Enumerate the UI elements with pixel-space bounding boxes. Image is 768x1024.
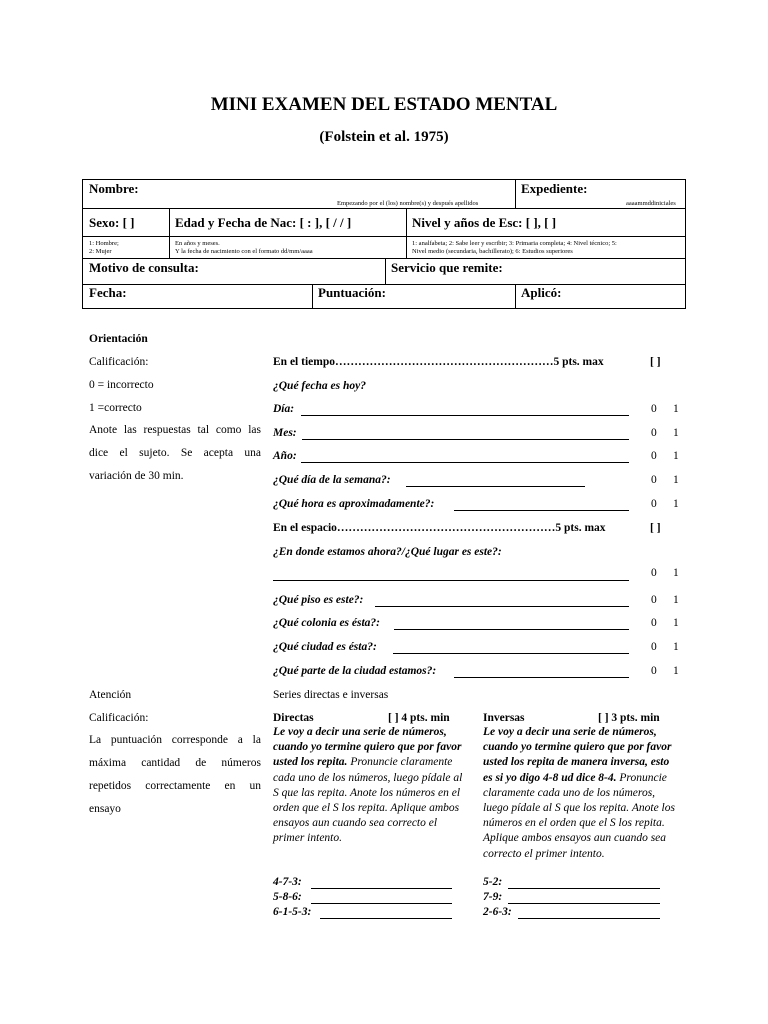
colonia-answer-line[interactable] — [394, 629, 629, 630]
inversas-guidance: Pronuncie claramente cada uno de los números, luego pídale al S que los repita. Anote los números en el orden que el S los repita. Aplique ambos ensayos aun cuando sea correcto el primer intento. — [483, 771, 675, 860]
piso-score-0[interactable]: 0 — [651, 594, 657, 606]
servicio-field[interactable]: Servicio que remite: — [391, 260, 503, 275]
directas-score-box[interactable]: [ ] 4 pts. min — [388, 712, 450, 724]
donde-score-0[interactable]: 0 — [651, 567, 657, 579]
inversas-heading: Inversas — [483, 712, 525, 724]
directas-item-1: 4-7-3: — [273, 876, 302, 888]
table-divider — [515, 284, 516, 309]
ciudad-score-1[interactable]: 1 — [673, 641, 679, 653]
table-divider — [515, 180, 516, 208]
puntuacion-field[interactable]: Puntuación: — [318, 285, 386, 300]
inversas-item-3: 2-6-3: — [483, 906, 512, 918]
edad-field[interactable]: Edad y Fecha de Nac: [ : ], [ / / ] — [175, 215, 352, 230]
hora-score-0[interactable]: 0 — [651, 498, 657, 510]
sexo-hint: 2: Mujer — [89, 248, 112, 255]
piso-score-1[interactable]: 1 — [673, 594, 679, 606]
espacio-heading: En el espacio…………………………………………………5 pts. max — [273, 522, 606, 534]
parte-score-1[interactable]: 1 — [673, 665, 679, 677]
orientacion-heading: Orientación — [89, 333, 148, 345]
sexo-hint: 1: Hombre; — [89, 240, 119, 247]
table-divider — [83, 208, 685, 209]
table-divider — [406, 208, 407, 258]
anio-score-1[interactable]: 1 — [673, 450, 679, 462]
hora-label: ¿Qué hora es aproximadamente?: — [273, 498, 435, 510]
nombre-hint: Empezando por el (los) nombre(s) y después apellidos — [337, 200, 479, 207]
page-title: MINI EXAMEN DEL ESTADO MENTAL — [210, 94, 558, 115]
table-divider — [385, 258, 386, 284]
anio-answer-line[interactable] — [301, 462, 629, 463]
anio-label: Año: — [273, 450, 297, 462]
parte-answer-line[interactable] — [454, 677, 629, 678]
ciudad-label: ¿Qué ciudad es ésta?: — [273, 641, 377, 653]
nivel-hint: Nivel medio (secundaria, bachillerato); 6: Estudios superiores — [412, 248, 573, 255]
ciudad-answer-line[interactable] — [393, 653, 629, 654]
patient-info-table — [82, 179, 686, 309]
dia-score-0[interactable]: 0 — [651, 403, 657, 415]
directas-instructions — [273, 725, 468, 847]
aplico-field[interactable]: Aplicó: — [521, 285, 562, 300]
inversas-answer-1[interactable] — [508, 888, 660, 889]
directas-guidance: Pronuncie claramente cada uno de los números, luego pídale al S que las repita. Anote los números en el orden que el S los repita. Aplique ambos ensayos aun cuando sea correcto el primer intento. — [273, 756, 463, 845]
anio-score-0[interactable]: 0 — [651, 450, 657, 462]
edad-hint: Y la fecha de nacimiento con el formato dd/mm/aaaa — [175, 248, 313, 255]
dia-score-1[interactable]: 1 — [673, 403, 679, 415]
fecha-question: ¿Qué fecha es hoy? — [273, 380, 366, 392]
piso-answer-line[interactable] — [375, 606, 629, 607]
dia-label: Día: — [273, 403, 295, 415]
mes-answer-line[interactable] — [302, 439, 629, 440]
nombre-field[interactable]: Nombre: — [89, 181, 139, 196]
hora-answer-line[interactable] — [454, 510, 629, 511]
piso-label: ¿Qué piso es este?: — [273, 594, 364, 606]
inversas-item-2: 7-9: — [483, 891, 503, 903]
inversas-score-box[interactable]: [ ] 3 pts. min — [598, 712, 660, 724]
edad-hint: En años y meses. — [175, 240, 220, 247]
mes-label: Mes: — [273, 427, 297, 439]
atencion-calificacion-label: Calificación: — [89, 712, 149, 724]
directas-item-3: 6-1-5-3: — [273, 906, 312, 918]
mes-score-1[interactable]: 1 — [673, 427, 679, 439]
orientacion-note: Anote las respuestas tal como las dice el sujeto. Se acepta una variación de 30 min. — [89, 424, 261, 482]
directas-heading: Directas — [273, 712, 314, 724]
atencion-note: La puntuación corresponde a la máxima cantidad de números repetidos correctamente en un ensayo — [89, 734, 261, 815]
semana-answer-line[interactable] — [406, 486, 585, 487]
motivo-field[interactable]: Motivo de consulta: — [89, 260, 199, 275]
table-divider — [312, 284, 313, 309]
table-divider — [169, 208, 170, 258]
inversas-script: Le voy a decir una serie de números, cuando yo termine quiero que por favor usted los repita de manera inversa, esto es si yo digo 4-8 ud dice 8-4. — [483, 726, 672, 784]
semana-label: ¿Qué día de la semana?: — [273, 474, 391, 486]
sexo-field[interactable]: Sexo: [ ] — [89, 215, 135, 230]
semana-score-0[interactable]: 0 — [651, 474, 657, 486]
table-divider — [83, 236, 685, 237]
parte-label: ¿Qué parte de la ciudad estamos?: — [273, 665, 437, 677]
mes-score-0[interactable]: 0 — [651, 427, 657, 439]
calificacion-label: Calificación: — [89, 356, 149, 368]
directas-answer-3[interactable] — [320, 918, 452, 919]
directas-answer-1[interactable] — [311, 888, 452, 889]
colonia-score-1[interactable]: 1 — [673, 617, 679, 629]
donde-answer-line[interactable] — [273, 580, 629, 581]
colonia-label: ¿Qué colonia es ésta?: — [273, 617, 381, 629]
nivel-field[interactable]: Nivel y años de Esc: [ ], [ ] — [412, 215, 557, 230]
tiempo-score-box[interactable]: [ ] — [650, 356, 661, 368]
ciudad-score-0[interactable]: 0 — [651, 641, 657, 653]
atencion-heading: Atención — [89, 689, 132, 701]
semana-score-1[interactable]: 1 — [673, 474, 679, 486]
parte-score-0[interactable]: 0 — [651, 665, 657, 677]
inversas-answer-2[interactable] — [508, 903, 660, 904]
tiempo-heading: En el tiempo…………………………………………………5 pts. max — [273, 356, 604, 368]
directas-item-2: 5-8-6: — [273, 891, 302, 903]
donde-question: ¿En donde estamos ahora?/¿Qué lugar es este?: — [273, 546, 502, 558]
page-subtitle: (Folstein et al. 1975) — [319, 129, 449, 145]
hora-score-1[interactable]: 1 — [673, 498, 679, 510]
directas-script: Le voy a decir una serie de números, cuando yo termine quiero que por favor usted los repita. — [273, 726, 462, 769]
fecha-field[interactable]: Fecha: — [89, 285, 127, 300]
expediente-field[interactable]: Expediente: — [521, 181, 588, 196]
nivel-hint: 1: analfabeta; 2: Sabe leer y escribir; 3: Primaria completa; 4: Nivel técnico; 5: — [412, 240, 617, 247]
directas-answer-2[interactable] — [311, 903, 452, 904]
score-one-label: 1 =correcto — [89, 402, 142, 414]
colonia-score-0[interactable]: 0 — [651, 617, 657, 629]
espacio-score-box[interactable]: [ ] — [650, 522, 661, 534]
dia-answer-line[interactable] — [301, 415, 629, 416]
expediente-hint: aaaammddiniciales — [626, 200, 676, 207]
inversas-item-1: 5-2: — [483, 876, 503, 888]
inversas-answer-3[interactable] — [518, 918, 660, 919]
series-label: Series directas e inversas — [273, 689, 389, 701]
inversas-instructions — [483, 725, 678, 862]
table-divider — [83, 258, 685, 259]
score-zero-label: 0 = incorrecto — [89, 379, 154, 391]
donde-score-1[interactable]: 1 — [673, 567, 679, 579]
